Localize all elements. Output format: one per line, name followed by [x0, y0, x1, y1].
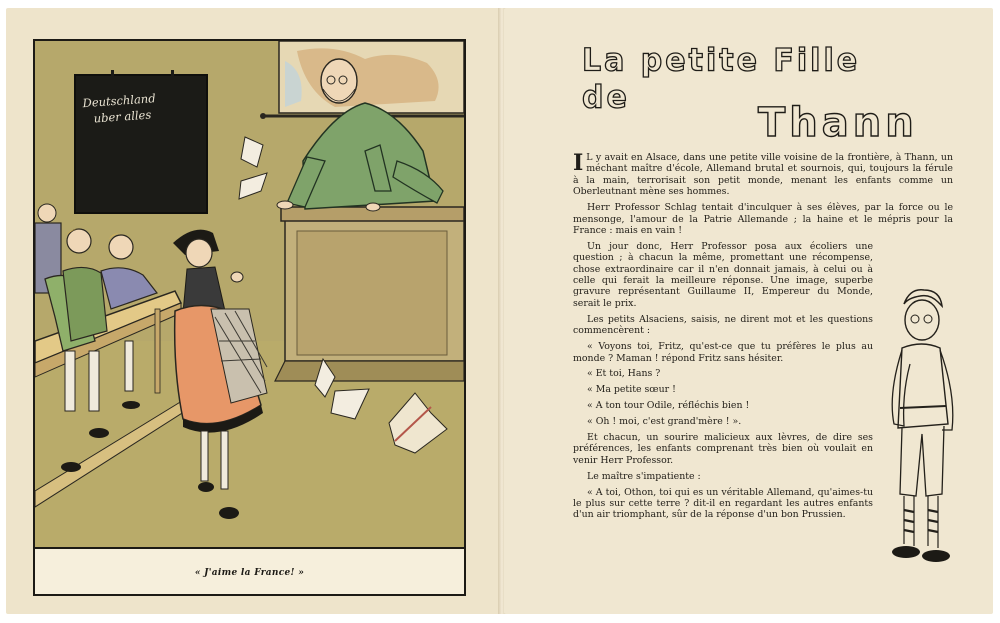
drop-cap: I	[573, 150, 584, 176]
paragraph-5: Et chacun, un sourire malicieux aux lèvres, de dire ses préférences, les enfants comprenant très bien où voulait en venir Herr Professor.	[573, 432, 873, 466]
paragraph-3: Un jour donc, Herr Professor posa aux écoliers une question ; à chacun la même, promettant une récompense, chose extraordinaire car il n'en donnait jamais, à celui ou à celle qui ferait la meilleure réponse. Une image, superbe gravure représentant Guillaume II, Empereur du Monde, serait le prix.	[573, 240, 873, 309]
paragraph-1	[573, 152, 953, 198]
paragraph-1-text: L y avait en Alsace, dans une petite ville voisine de la frontière, à Thann, un méchant maître d'école, Allemand brutal et sournois, qui, toujours la férule à la main, terrorisait son petit monde, menant les enfants comme un Oberleutnant mène ses hommes.	[573, 152, 953, 198]
blackboard-line-2: uber alles	[93, 107, 152, 126]
paragraph-2: Herr Professor Schlag tentait d'inculquer à ses élèves, par la force ou le mensonge, l'amour de la Patrie Allemande ; la haine et le mépris pour la France : mais en vain !	[573, 202, 953, 236]
dialogue-4: « A ton tour Odile, réfléchis bien !	[587, 400, 750, 412]
dialogue-2: « Et toi, Hans ?	[587, 368, 661, 380]
paragraph-6: Le maître s'impatiente :	[587, 470, 701, 482]
story-title-line-2: Thann	[758, 100, 918, 146]
boy-illustration	[880, 284, 960, 580]
dialogue-3: « Ma petite sœur !	[587, 384, 676, 396]
dialogue-1: « Voyons toi, Fritz, qu'est-ce que tu préfères le plus au monde ? Maman ! répond Fritz sans hésiter.	[573, 341, 873, 364]
paragraph-7: « A toi, Othon, toi qui es un véritable Allemand, qu'aimes-tu le plus sur cette terre ? dit-il en regardant les autres enfants d'un air triomphant, sûr de la réponse d'un bon Prussien.	[573, 486, 873, 521]
classroom-illustration	[33, 39, 466, 596]
illustration-caption: « J'aime la France! »	[35, 547, 464, 596]
story-title-line-1: La petite Fille de	[582, 42, 861, 116]
paragraph-4: Les petits Alsaciens, saisis, ne dirent mot et les questions commencèrent :	[573, 313, 873, 337]
dialogue-5: « Oh ! moi, c'est grand'mère ! ».	[587, 416, 742, 428]
blackboard-line-1: Deutschland	[82, 91, 157, 111]
